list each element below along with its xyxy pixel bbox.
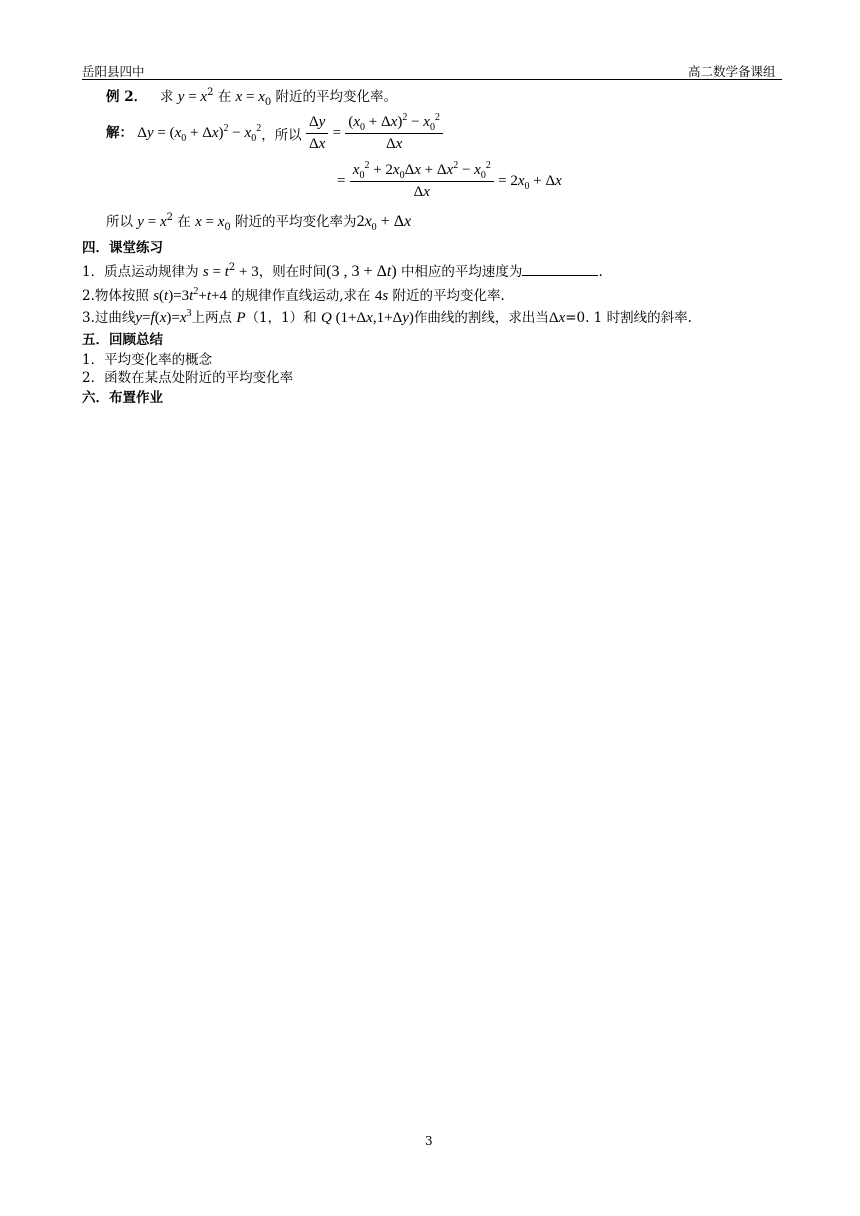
solution-conclusion: 所以 $y = x^2$ 在 $x = x_0$ 附近的平均变化率为$2x_0 + \Delta x$ [106, 212, 412, 233]
section-4-title: 四．课堂练习 [82, 240, 163, 256]
review-item-2: 2．函数在某点处附近的平均变化率 [82, 370, 294, 386]
exercise-2: 2.物体按照 $s(t)=3t^2+t+4$ 的规律作直线运动,求在 4s 附近的平均变化率. [82, 286, 505, 304]
fraction-expansion-1: $\frac{(x_0 + \Delta x)^2 - x_0^2}{\Delta x}$ [345, 114, 443, 153]
header-right: 高二数学备课组 [688, 64, 776, 79]
page-number: 3 [425, 1134, 433, 1148]
fraction-expansion-2: $\frac{x_0^2 + 2x_0\Delta x + \Delta x^2 - x_0^2}{\Delta x}$ [350, 162, 494, 201]
example-2-question: 例 2． 求 $y = x^2$ 在 $x = x_0$ 附近的平均变化率。 [106, 87, 398, 108]
formula-x-x0: x [235, 89, 243, 105]
section-5-title: 五．回顾总结 [82, 332, 163, 348]
answer-blank [522, 262, 598, 276]
solution-line-2: = $\frac{x_0^2 + 2x_0\Delta x + \Delta x^2 - x_0^2}{\Delta x}$ = $2x_0 + \Delta x$ [337, 160, 562, 200]
exercise-1: 1．质点运动规律为 $s = t^2 + 3$，则在时间(3 , 3 + Δt) 中相应的平均速度为 . [82, 262, 603, 280]
formula-result: = $2x_0 + \Delta x$ [498, 173, 562, 192]
section-6-title: 六．布置作业 [82, 390, 163, 406]
formula-y-x2: y [177, 89, 185, 105]
solution-label: 解： [106, 125, 133, 141]
solution-line-1: 解： $\Delta y = (x_0 + \Delta x)^2 - x_0^2$，所以 $\frac{\Delta y}{\Delta x}$ = $\frac{(x_0 + \Delta x)^2 - x_0^2}{\Delta x}$ [106, 114, 443, 153]
formula-delta-y: $\Delta y = (x_0 + \Delta x)^2 - x_0^2$ [137, 123, 262, 144]
review-item-1: 1．平均变化率的概念 [82, 352, 213, 368]
exercise-3: 3.过曲线$y=f(x)=x^3$上两点 P（1，1）和 Q (1+Δx,1+Δy)作曲线的割线，求出当Δx=0. 1 时割线的斜率. [82, 308, 692, 326]
header-left: 岳阳县四中 [82, 64, 145, 79]
fraction-dy-dx: $\frac{\Delta y}{\Delta x}$ [306, 114, 328, 153]
header-rule [82, 79, 782, 80]
example-label: 例 2． [106, 89, 148, 105]
